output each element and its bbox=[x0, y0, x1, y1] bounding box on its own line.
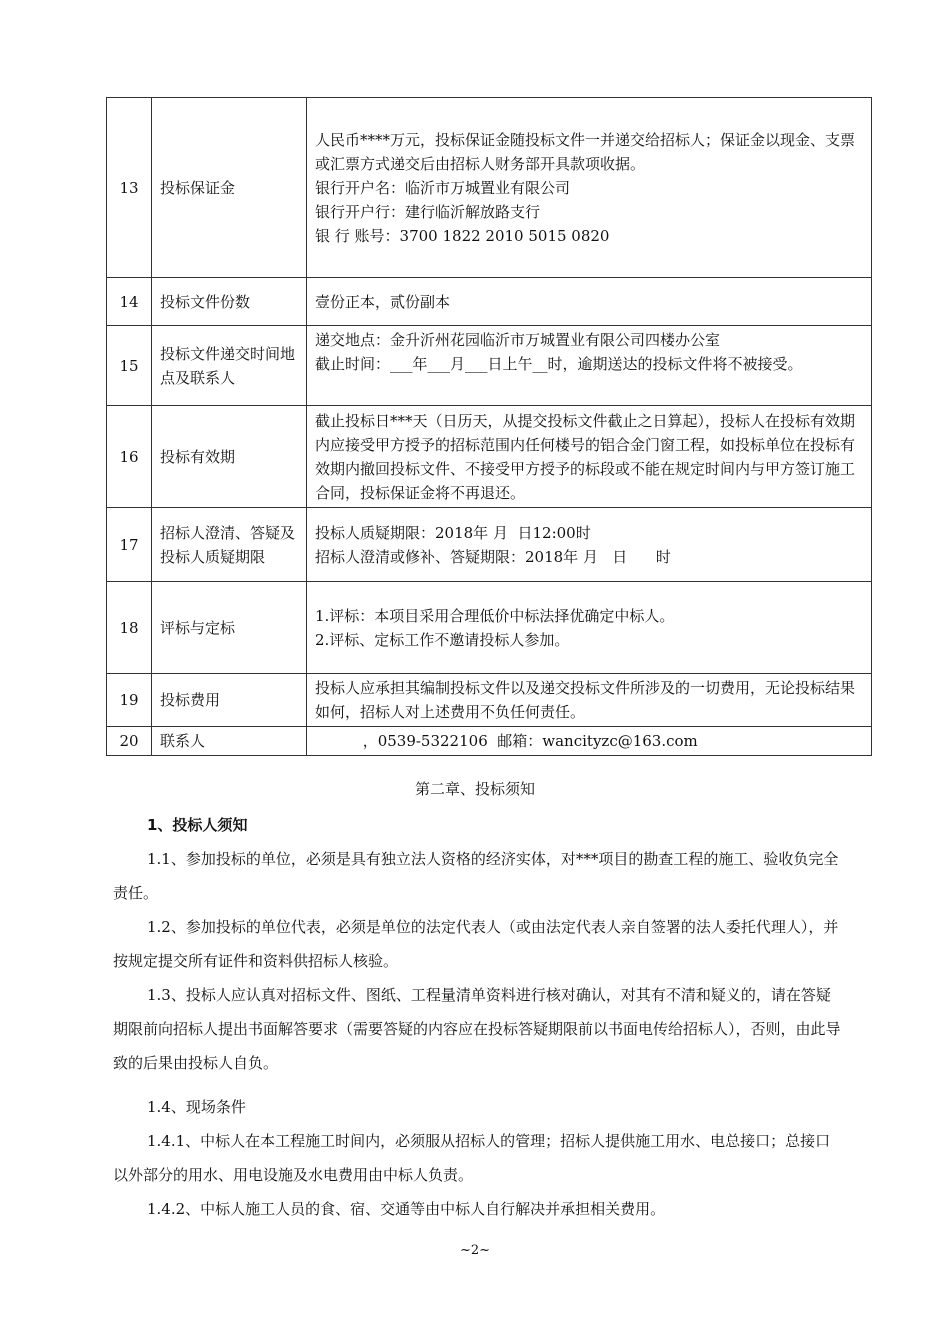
paragraph: 1.3、投标人应认真对招标文件、图纸、工程量清单资料进行核对确认，对其有不清和疑义的，请在答疑期限前向招标人提出书面解答要求（需要答疑的内容应在投标答疑期限前以书面电传给招标人），否则，由此导致的后果由投标人自负。 bbox=[113, 986, 841, 1072]
table-row bbox=[107, 98, 872, 278]
content-line: 截止投标日***天（日历天，从提交投标文件截止之日算起），投标人在投标有效期内应接受甲方授予的招标范围内任何楼号的铝合金门窗工程，如投标单位在投标有效期内撤回投标文件、不接受甲方授予的标段或不能在规定时间内与甲方签订施工合同，投标保证金将不再退还。 bbox=[315, 411, 856, 502]
table-row bbox=[107, 406, 872, 508]
section-title: 1、投标人须知 bbox=[147, 816, 248, 834]
paragraph: 1.2、参加投标的单位代表，必须是单位的法定代表人（或由法定代表人亲自签署的法人委托代理人），并按规定提交所有证件和资料供招标人核验。 bbox=[113, 918, 839, 970]
row-content bbox=[307, 98, 872, 278]
row-number: 20 bbox=[107, 727, 152, 756]
content-line: 银行开户行：建行临沂解放路支行 bbox=[315, 202, 541, 221]
paragraph: 1.4.2、中标人施工人员的食、宿、交通等由中标人自行解决并承担相关费用。 bbox=[147, 1200, 666, 1218]
paragraph: 1.4.1、中标人在本工程施工时间内，必须服从招标人的管理；招标人提供施工用水、电总接口；总接口以外部分的用水、用电设施及水电费用由中标人负责。 bbox=[113, 1132, 831, 1184]
row-item: 投标文件递交时间地点及联系人 bbox=[152, 326, 307, 406]
row-number: 17 bbox=[107, 508, 152, 582]
row-number: 18 bbox=[107, 582, 152, 674]
bid-info-table bbox=[106, 97, 872, 756]
content-line: 截止时间：___年___月___日上午__时，逾期送达的投标文件将不被接受。 bbox=[315, 355, 803, 373]
chapter-title: 第二章、投标须知 bbox=[414, 780, 535, 798]
table-row bbox=[107, 727, 872, 756]
row-item: 评标与定标 bbox=[152, 582, 307, 674]
table-row bbox=[107, 508, 872, 582]
content-line: 招标人澄清或修补、答疑期限：2018年 月 日 时 bbox=[315, 547, 671, 566]
content-line: 递交地点：金升沂州花园临沂市万城置业有限公司四楼办公室 bbox=[315, 331, 721, 349]
table-row bbox=[107, 278, 872, 326]
row-content bbox=[307, 727, 872, 756]
row-item: 投标文件份数 bbox=[152, 278, 307, 326]
row-item: 投标保证金 bbox=[152, 98, 307, 278]
row-content bbox=[307, 278, 872, 326]
content-line: 1.评标：本项目采用合理低价中标法择优确定中标人。 bbox=[315, 606, 675, 625]
paragraph: 1.4、现场条件 bbox=[147, 1098, 246, 1116]
content-line: 银 行 账号：3700 1822 2010 5015 0820 bbox=[315, 226, 610, 245]
row-number: 13 bbox=[107, 98, 152, 278]
paragraph: 1.1、参加投标的单位，必须是具有独立法人资格的经济实体，对***项目的勘查工程的施工、验收负完全责任。 bbox=[113, 850, 839, 902]
row-content bbox=[307, 326, 872, 406]
content-line: 2.评标、定标工作不邀请投标人参加。 bbox=[315, 630, 570, 649]
row-item: 投标费用 bbox=[152, 674, 307, 727]
row-item: 投标有效期 bbox=[152, 406, 307, 508]
row-number: 16 bbox=[107, 406, 152, 508]
row-content bbox=[307, 582, 872, 674]
table-row bbox=[107, 674, 872, 727]
content-line: 投标人质疑期限：2018年 月 日12:00时 bbox=[315, 523, 591, 542]
content-line: ，0539-5322106 邮箱：wancityzc@163.com bbox=[315, 732, 698, 750]
content-line: 银行开户名：临沂市万城置业有限公司 bbox=[315, 178, 571, 197]
row-number: 19 bbox=[107, 674, 152, 727]
row-item: 联系人 bbox=[152, 727, 307, 756]
row-content bbox=[307, 674, 872, 727]
row-content bbox=[307, 406, 872, 508]
content-line: 人民币****万元，投标保证金随投标文件一并递交给招标人；保证金以现金、支票或汇票方式递交后由招标人财务部开具款项收据。 bbox=[315, 130, 856, 173]
page-number: ~2~ bbox=[459, 1243, 491, 1258]
content-line: 壹份正本，贰份副本 bbox=[315, 292, 451, 311]
content-line: 投标人应承担其编制投标文件以及递交投标文件所涉及的一切费用，无论投标结果如何，招标人对上述费用不负任何责任。 bbox=[315, 679, 856, 721]
table-row bbox=[107, 326, 872, 406]
row-number: 15 bbox=[107, 326, 152, 406]
row-content bbox=[307, 508, 872, 582]
row-item: 招标人澄清、答疑及投标人质疑期限 bbox=[152, 508, 307, 582]
table-row bbox=[107, 582, 872, 674]
row-number: 14 bbox=[107, 278, 152, 326]
